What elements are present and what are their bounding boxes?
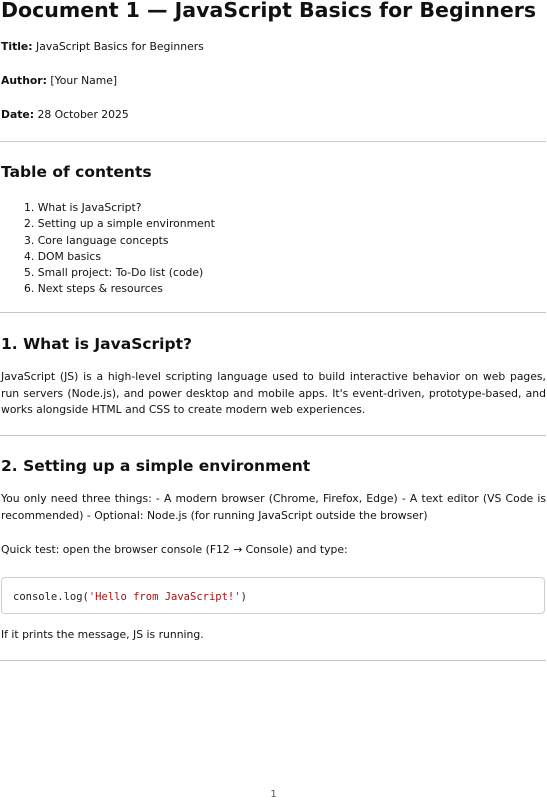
code-string: 'Hello from JavaScript!' — [88, 591, 241, 603]
toc-item-core-language-concepts[interactable]: 3. Core language concepts — [24, 233, 169, 247]
code-line — [13, 590, 247, 604]
toc-item-small-project[interactable]: 5. Small project: To-Do list (code) — [24, 266, 204, 280]
toc-item-setting-up-environment[interactable]: 2. Setting up a simple environment — [24, 217, 215, 231]
after-code-text: If it prints the message, JS is running. — [1, 628, 204, 641]
page-number: 1 — [270, 789, 277, 800]
section-1-paragraph: JavaScript (JS) is a high-level scripting language used to build interactive behavior on web pages, run servers (Node.js), and power desktop and mobile apps. It's event-driven, prototype-based, and works alongside HTML and CSS to create modern web experiences. — [1, 370, 546, 416]
section-2-heading: 2. Setting up a simple environment — [1, 457, 311, 475]
divider — [0, 141, 546, 142]
toc-heading: Table of contents — [1, 163, 152, 181]
quick-test-text: Quick test: open the browser console (F12 → Console) and type: — [1, 543, 348, 556]
meta-author-label: Author: — [1, 74, 47, 87]
divider — [0, 435, 546, 436]
code-close: ) — [240, 591, 247, 603]
toc-item-what-is-javascript[interactable]: 1. What is JavaScript? — [24, 201, 142, 214]
meta-date — [1, 108, 129, 122]
section-1-heading: 1. What is JavaScript? — [1, 335, 192, 353]
meta-title-value: JavaScript Basics for Beginners — [36, 40, 204, 53]
meta-title — [1, 40, 204, 54]
toc-item-dom-basics[interactable]: 4. DOM basics — [24, 249, 101, 263]
document-title: Document 1 — JavaScript Basics for Beginners — [1, 0, 537, 22]
meta-date-value: 28 October 2025 — [37, 108, 129, 121]
meta-date-label: Date: — [1, 108, 35, 121]
code-block[interactable] — [1, 577, 545, 614]
meta-title-label: Title: — [1, 40, 33, 53]
meta-author-value: [Your Name] — [50, 74, 118, 87]
table-of-contents — [24, 200, 215, 298]
divider — [0, 312, 546, 313]
divider — [0, 660, 546, 661]
meta-author — [1, 74, 117, 88]
code-call: console.log( — [13, 591, 89, 603]
toc-item-next-steps[interactable]: 6. Next steps & resources — [24, 282, 163, 296]
section-2-paragraph: You only need three things: - A modern browser (Chrome, Firefox, Edge) - A text editor (VS Code is recommended) - Optional: Node.js (for running JavaScript outside the browser) — [1, 492, 546, 522]
